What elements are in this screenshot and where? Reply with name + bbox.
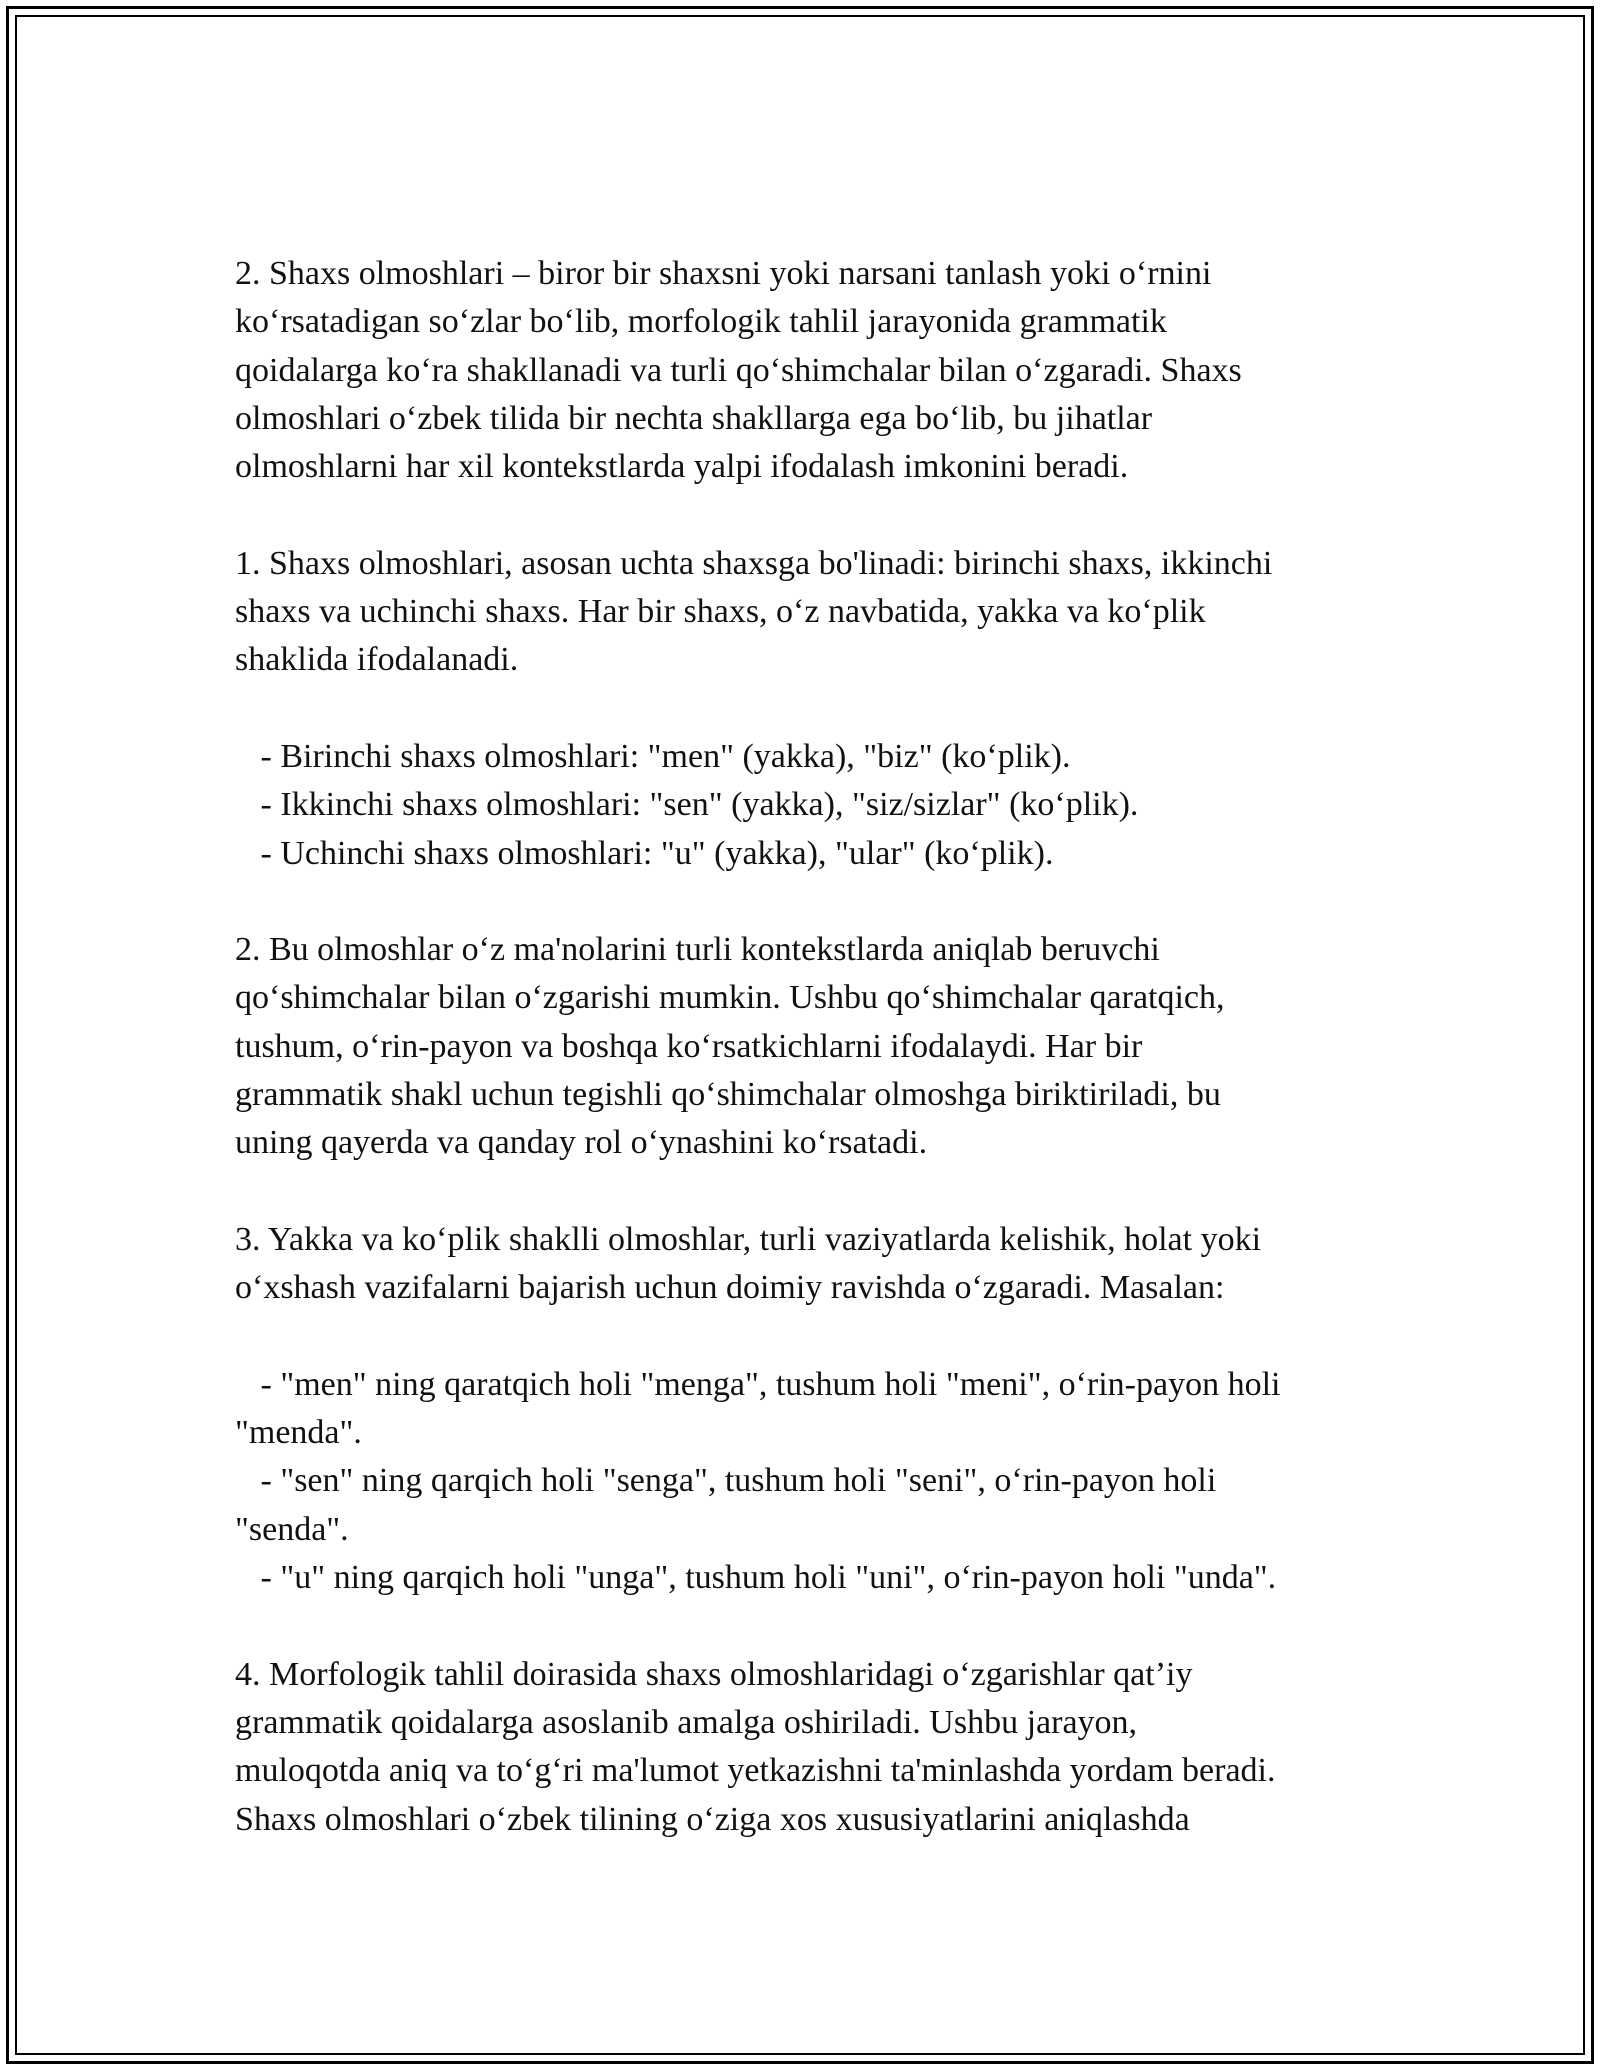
text-line: 1. Shaxs olmoshlari, asosan uchta shaxsga bo'linadi: birinchi shaxs, ikkinchi (235, 544, 1273, 582)
paragraph-gap (235, 1313, 1385, 1361)
text-line: muloqotda aniq va to‘g‘ri ma'lumot yetkazishni ta'minlashda yordam beradi. (235, 1752, 1276, 1790)
text-line: olmoshlari o‘zbek tilida bir nechta shakllarga ega bo‘lib, bu jihatlar (235, 399, 1153, 437)
text-line: grammatik qoidalarga asoslanib amalga oshiriladi. Ushbu jarayon, (235, 1703, 1138, 1741)
text-line: Shaxs olmoshlari o‘zbek tilining o‘ziga xos xususiyatlarini aniqlashda (235, 1800, 1190, 1838)
text-line: shaklida ifodalanadi. (235, 641, 519, 679)
text-line: 2. Bu olmoshlar o‘z ma'nolarini turli kontekstlarda aniqlab beruvchi (235, 931, 1160, 969)
paragraph-gap (235, 491, 1385, 539)
text-line: qoidalarga ko‘ra shakllanadi va turli qo‘shimchalar bilan o‘zgaradi. Shaxs (235, 351, 1242, 389)
list-item: - "sen" ning qarqich holi "senga", tushum holi "seni", o‘rin-payon holi (235, 1462, 1217, 1500)
text-line: tushum, o‘rin-payon va boshqa ko‘rsatkichlarni ifodalaydi. Har bir (235, 1027, 1143, 1065)
text-line: 3. Yakka va ko‘plik shaklli olmoshlar, turli vaziyatlarda kelishik, holat yoki (235, 1220, 1262, 1258)
paragraph-gap (235, 878, 1385, 926)
paragraph-gap (235, 1168, 1385, 1216)
paragraph-gap (235, 1602, 1385, 1650)
text-line: shaxs va uchinchi shaxs. Har bir shaxs, o‘z navbatida, yakka va ko‘plik (235, 593, 1206, 631)
list-item: - "u" ning qarqich holi "unga", tushum holi "uni", o‘rin-payon holi "unda". (235, 1559, 1277, 1597)
list-item: "menda". (235, 1414, 362, 1452)
text-line: 2. Shaxs olmoshlari – biror bir shaxsni yoki narsani tanlash yoki o‘rnini (235, 255, 1212, 292)
list-item: "senda". (235, 1510, 349, 1548)
text-line: grammatik shakl uchun tegishli qo‘shimchalar olmoshga biriktiriladi, bu (235, 1076, 1221, 1114)
list-item: - Birinchi shaxs olmoshlari: "men" (yakka), "biz" (ko‘plik). (235, 737, 1071, 775)
list-item: - "men" ning qaratqich holi "menga", tushum holi "meni", o‘rin-payon holi (235, 1365, 1281, 1403)
text-line: uning qayerda va qanday rol o‘ynashini ko‘rsatadi. (235, 1124, 928, 1162)
text-line: ko‘rsatadigan so‘zlar bo‘lib, morfologik tahlil jarayonida grammatik (235, 303, 1167, 341)
list-item: - Uchinchi shaxs olmoshlari: "u" (yakka), "ular" (ko‘plik). (235, 834, 1054, 872)
text-line: 4. Morfologik tahlil doirasida shaxs olmoshlaridagi o‘zgarishlar qat’iy (235, 1655, 1193, 1693)
paragraph-gap (235, 685, 1385, 733)
text-line: qo‘shimchalar bilan o‘zgarishi mumkin. Ushbu qo‘shimchalar qaratqich, (235, 979, 1225, 1017)
document-body (235, 250, 1385, 1844)
text-line: olmoshlarni har xil kontekstlarda yalpi ifodalash imkonini beradi. (235, 448, 1129, 486)
text-line: o‘xshash vazifalarni bajarish uchun doimiy ravishda o‘zgaradi. Masalan: (235, 1269, 1225, 1307)
list-item: - Ikkinchi shaxs olmoshlari: "sen" (yakka), "siz/sizlar" (ko‘plik). (235, 786, 1139, 824)
